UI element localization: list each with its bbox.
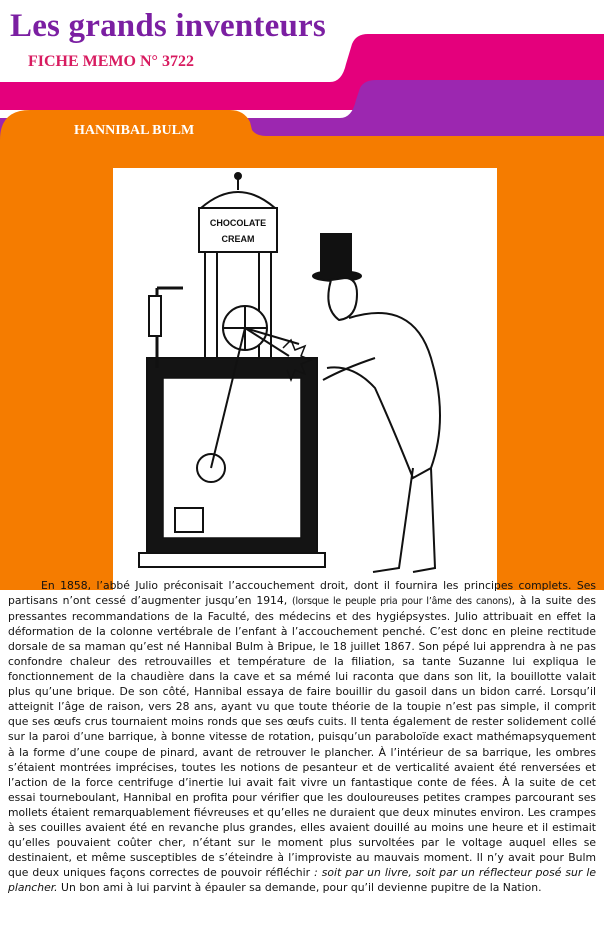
top-hat (321, 234, 351, 276)
article-part-3: Un bon ami à lui parvint à épauler sa demande, pour qu’il devienne pupitre de la Nation. (57, 880, 542, 894)
machine-dome (201, 192, 275, 208)
cup (175, 508, 203, 532)
body (327, 313, 440, 478)
legs (373, 468, 435, 572)
illustration-drawing (113, 168, 497, 590)
article-part-2: , à la suite des pressantes recommandations de la Faculté, des médecins et des hygiépsystes. Julio attribuait en effet la déformation de la colonne vertébrale de l’enfant à l’accouchement penché. C’est donc en pleine rectitude dorsale de sa maman qu’est né Hannibal Bulm à Bripue, le 18 juillet 1867. Son pépé lui apprendra à ne pas confondre chaleur des retrouvailles et température de la filiation, sa tante Suzanne lui expliqua le fonctionnement de la chaudière dans la cave et sa mémé lui raconta que dans son lit, la bouillotte valait plus qu’une brique. De son côté, Hannibal essaya de faire bouillir du gasoil dans un bidon carré. Lorsqu’il atteignit l’âge de raison, vers 28 ans, ayant vu que toute théorie de la toupie n’est pas simple, il comprit que ses œufs crus tournaient moins ronds que ses œufs cuits. Il tenta également de rester solidement collé sur la paroi d’une barrique, à bonne vitesse de rotation, puisqu’un paraboloïde exact mathémapsyquement à la forme d’une coupe de pinard, avant de retrouver le plancher. À l’intérieur de sa barrique, les ombres s’étaient montrées imprécises, toutes les notions de pesanteur et de verticalité avaient été renversées et l’action de la force centrifuge d’inertie lui avait fait vivre un fantastique conte de fées. À la suite de cet essai tourneboulant, Hannibal en profita pour vérifier que les douloureuses petites crampes parcourant ses mollets étaient remarquablement fiévreuses et qu’elles ne duraient que deux minutes environ. Les crampes à ses couilles avaient été en revanche plus grandes, elles avaient douillé au moins une heure et il estimait qu’elles pouvaient coûter cher, n’étant sur le moment plus survoltées par le voltage auquel elles se destinaient, et même susceptibles de s’éteindre à l’improviste au mauvais moment. Il n’y avait pour Bulm que deux uniques façons correctes de pouvoir réfléchir (8, 594, 597, 879)
memo-subtitle: FICHE MEMO N° 3722 (28, 53, 194, 70)
sign-text-chocolate: CHOCOLATE (209, 218, 267, 228)
article-body (8, 578, 596, 895)
inventor-illustration (113, 168, 497, 590)
sign-text-cream: CREAM (221, 234, 255, 244)
article-part-1: En 1858, l’abbé Julio préconisait l’accouchement droit, dont il fournira les principes complets. Ses partisans n’ont cessé d’augmenter jusqu’en 1914, (8, 579, 596, 608)
folder-tab-label: HANNIBAL BULM (74, 123, 195, 138)
article-aside: (lorsque le peuple pria pour l’âme des canons) (292, 596, 512, 608)
head (328, 278, 357, 320)
machine-sign (199, 208, 277, 252)
page-title: Les grands inventeurs (10, 8, 326, 44)
article-italic: : soit par un livre, soit par un réflecteur posé sur le plancher. (8, 865, 596, 894)
